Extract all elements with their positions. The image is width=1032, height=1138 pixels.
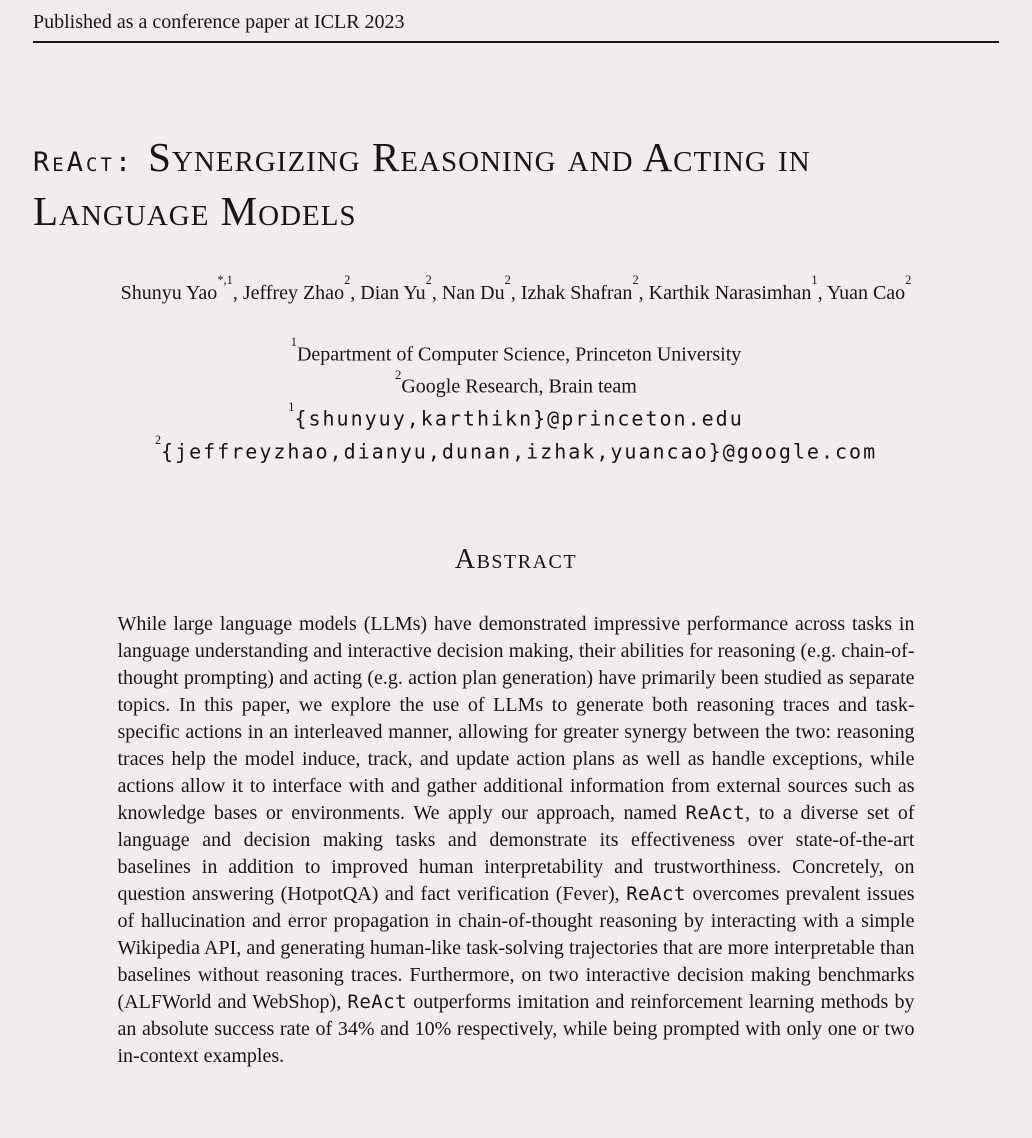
- author: [120, 273, 243, 304]
- abstract-segment: overcomes prevalent issues of hallucination and error propagation in chain-of-thought reasoning by interacting with a simple Wikipedia API, and generating human-like task-solving trajectories that are more interpretable than baselines without reasoning traces. Furthermore, on two interactive decision making benchmarks (ALFWorld and WebShop),: [117, 883, 915, 1014]
- author: [648, 273, 827, 304]
- author: [360, 273, 442, 304]
- abstract-segment: , to a diverse set of language and decision making tasks and demonstrate its effectiveness over state-of-the-art baselines in addition to improved human interpretability and trustworthiness. Concretely, on question answering (HotpotQA) and fact verification (Fever),: [117, 802, 915, 906]
- author-name: Karthik Narasimhan: [648, 281, 812, 304]
- author-affil-marker: 2: [632, 273, 639, 288]
- author: [826, 273, 912, 304]
- author-affil-marker: 2: [425, 273, 432, 288]
- affiliation-text: Department of Computer Science, Princeton University: [296, 343, 742, 366]
- author-separator: ,: [350, 281, 361, 304]
- author-separator: ,: [638, 281, 649, 304]
- affiliation-line: [33, 336, 999, 369]
- author-affil-marker: 1: [811, 273, 818, 288]
- affiliation-line: [33, 368, 999, 401]
- author-affil-marker: 2: [504, 273, 511, 288]
- author-name: Dian Yu: [360, 281, 426, 304]
- email-line: [33, 401, 999, 434]
- abstract-paragraph: [118, 611, 915, 1070]
- author-separator: ,: [510, 281, 521, 304]
- author-name: Jeffrey Zhao: [242, 281, 345, 304]
- author: [441, 273, 521, 304]
- author-affil-marker: *,1: [217, 273, 233, 288]
- author-name: Nan Du: [441, 281, 505, 304]
- author-name: Izhak Shafran: [520, 281, 633, 304]
- affil-marker: 2: [395, 367, 402, 382]
- title-line1-rest: Synergizing Reasoning and Acting in: [148, 134, 811, 180]
- affiliation-text: Google Research, Brain team: [401, 375, 637, 398]
- react-inline-logo: ReAct: [626, 883, 686, 906]
- email-marker: 1: [288, 400, 295, 415]
- affil-marker: 1: [290, 334, 297, 349]
- author-affil-marker: 2: [905, 273, 912, 288]
- author-affil-marker: 2: [344, 273, 351, 288]
- author-separator: ,: [817, 281, 827, 304]
- title-react-logo: ReAct:: [33, 147, 135, 178]
- paper-title: [33, 133, 999, 236]
- author-separator: ,: [232, 281, 243, 304]
- author-line: [33, 273, 999, 305]
- email-marker: 2: [154, 432, 162, 447]
- affiliations-and-emails: [33, 336, 999, 467]
- author: [520, 273, 649, 304]
- author-name: Shunyu Yao: [120, 281, 218, 304]
- header-divider: [33, 41, 999, 43]
- author: [242, 273, 361, 304]
- abstract-segment: While large language models (LLMs) have demonstrated impressive performance across tasks in language understanding and interactive decision making, their abilities for reasoning (e.g. chain-of-thought prompting) and acting (e.g. action plan generation) have primarily been studied as separate topics. In this paper, we explore the use of LLMs to generate both reasoning traces and task-specific actions in an interleaved manner, allowing for greater synergy between the two: reasoning traces help the model induce, track, and update action plans as well as handle exceptions, while actions allow it to interface with and gather additional information from external sources such as knowledge bases or environments. We apply our approach, named: [117, 613, 915, 825]
- react-inline-logo: ReAct: [347, 991, 408, 1014]
- abstract-segment: outperforms imitation and reinforcement learning methods by an absolute success rate of 34% and 10% respectively, while being prompted with only one or two in-context examples.: [117, 991, 915, 1068]
- email-address: {jeffreyzhao,dianyu,dunan,izhak,yuancao}@google.com: [161, 439, 878, 464]
- email-line: [33, 434, 999, 467]
- title-line2: Language Models: [33, 188, 357, 234]
- abstract-heading: Abstract: [454, 544, 578, 576]
- conference-header: Published as a conference paper at ICLR 2023: [33, 11, 405, 33]
- email-address: {shunyuy,karthikn}@princeton.edu: [294, 406, 744, 431]
- author-separator: ,: [431, 281, 442, 304]
- react-inline-logo: ReAct: [685, 802, 746, 825]
- author-name: Yuan Cao: [826, 281, 906, 304]
